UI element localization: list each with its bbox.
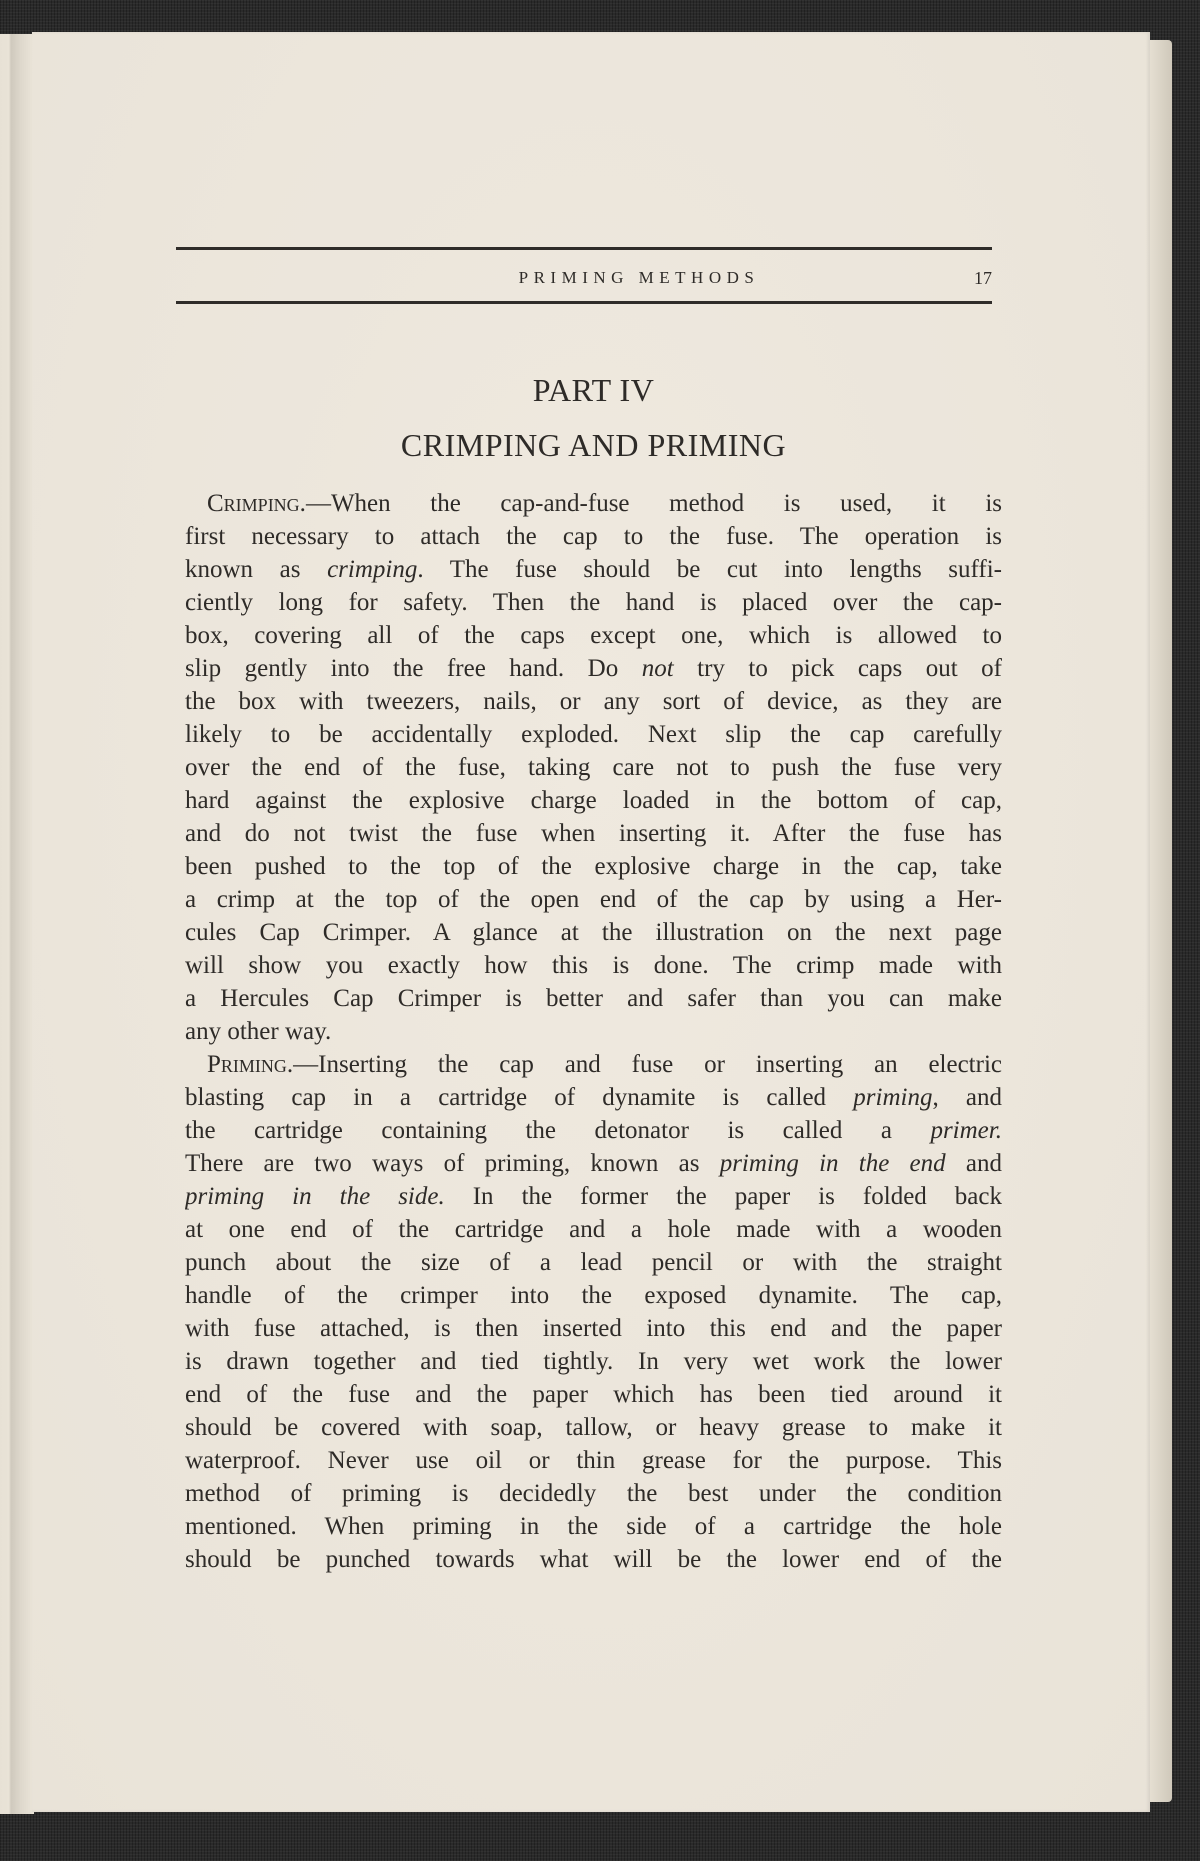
running-head-title: PRIMING METHODS — [518, 268, 760, 287]
text-line — [185, 883, 1002, 916]
text-run: should be punched towards what will be the lower end of the — [185, 1546, 1002, 1573]
text-line — [185, 586, 1002, 619]
text-run: is drawn together and tied tightly. In very wet work the lower — [185, 1348, 1002, 1375]
text-run: a crimp at the top of the open end of the cap by using a Her- — [185, 886, 1002, 913]
text-run: waterproof. Never use oil or thin grease for the purpose. This — [185, 1447, 1002, 1474]
text-run: over the end of the fuse, taking care not to push the fuse very — [185, 754, 1002, 781]
text-line — [185, 553, 1002, 586]
text-run: There are two ways of priming, known as — [185, 1150, 720, 1177]
text-run: any other way. — [185, 1018, 332, 1045]
text-line — [185, 751, 1002, 784]
text-line — [185, 1312, 1002, 1345]
part-title: PART IV — [532, 372, 655, 408]
text-run: and — [945, 1150, 1002, 1177]
text-line — [185, 784, 1002, 817]
text-line — [185, 1114, 1002, 1147]
text-line — [185, 850, 1002, 883]
italic-term: priming in the side. — [185, 1183, 445, 1210]
text-line — [185, 1477, 1002, 1510]
text-run: blasting cap in a cartridge of dynamite is called — [185, 1084, 854, 1111]
text-line — [185, 949, 1002, 982]
text-run: end of the fuse and the paper which has been tied around it — [185, 1381, 1002, 1408]
text-run: box, covering all of the caps except one, which is allowed to — [185, 622, 1002, 649]
run-in-heading: Priming. — [207, 1051, 294, 1078]
text-run: first necessary to attach the cap to the fuse. The operation is — [185, 523, 1002, 550]
text-line — [185, 619, 1002, 652]
page-number: 17 — [974, 268, 992, 288]
text-run: mentioned. When priming in the side of a cartridge the hole — [185, 1513, 1002, 1540]
text-run: —Inserting the cap and fuse or inserting an electric — [293, 1051, 1002, 1078]
italic-term: crimping — [327, 556, 418, 583]
chapter-title: CRIMPING AND PRIMING — [400, 427, 787, 463]
run-in-heading: Crimping. — [207, 490, 306, 517]
italic-term: priming — [853, 1084, 933, 1111]
text-run: In the former the paper is folded back — [444, 1183, 1002, 1210]
text-run: and do not twist the fuse when inserting it. After the fuse has — [185, 820, 1002, 847]
text-run: should be covered with soap, tallow, or heavy grease to make it — [185, 1414, 1002, 1441]
text-line — [185, 916, 1002, 949]
text-run: slip gently into the free hand. Do — [185, 655, 642, 682]
text-line — [185, 1411, 1002, 1444]
text-line — [185, 1378, 1002, 1411]
book-page — [32, 32, 1150, 1812]
text-run: hard against the explosive charge loaded in the bottom of cap, — [185, 787, 1002, 814]
text-run: with fuse attached, is then inserted into this end and the paper — [185, 1315, 1002, 1342]
text-line — [185, 1081, 1002, 1114]
text-run: known as — [185, 556, 328, 583]
text-line — [185, 1543, 1002, 1576]
text-line — [185, 817, 1002, 850]
paragraph — [185, 1048, 1002, 1576]
italic-term: priming in the end — [719, 1150, 946, 1177]
text-run: the box with tweezers, nails, or any sort of device, as they are — [185, 688, 1002, 715]
text-line — [185, 1246, 1002, 1279]
italic-term: not — [641, 655, 674, 682]
text-run: the cartridge containing the detonator is called a — [185, 1117, 931, 1144]
text-line — [185, 1015, 1002, 1048]
text-run: will show you exactly how this is done. The crimp made with — [185, 952, 1002, 979]
text-run: punch about the size of a lead pencil or with the straight — [185, 1249, 1002, 1276]
text-line — [185, 1048, 1002, 1081]
paragraph — [185, 487, 1002, 1048]
text-line — [185, 652, 1002, 685]
text-line — [185, 1444, 1002, 1477]
text-run: method of priming is decidedly the best under the condition — [185, 1480, 1002, 1507]
text-run: cules Cap Crimper. A glance at the illustration on the next page — [185, 919, 1002, 946]
text-line — [185, 1213, 1002, 1246]
text-run: , and — [932, 1084, 1002, 1111]
body-text — [185, 487, 1002, 1576]
header-rule-bottom — [176, 301, 992, 304]
facing-page-edge — [0, 34, 34, 1814]
text-run: —When the cap-and-fuse method is used, it is — [305, 490, 1002, 517]
text-run: handle of the crimper into the exposed dynamite. The cap, — [185, 1282, 1002, 1309]
text-run: try to pick caps out of — [673, 655, 1002, 682]
text-line — [185, 1345, 1002, 1378]
text-run: a Hercules Cap Crimper is better and safer than you can make — [185, 985, 1002, 1012]
text-line — [185, 520, 1002, 553]
text-run: at one end of the cartridge and a hole made with a wooden — [185, 1216, 1002, 1243]
running-head — [176, 266, 992, 290]
text-run: been pushed to the top of the explosive charge in the cap, take — [185, 853, 1002, 880]
text-run: . The fuse should be cut into lengths suffi- — [417, 556, 1002, 583]
text-line — [185, 685, 1002, 718]
header-rule-top — [176, 247, 992, 250]
italic-term: primer. — [930, 1117, 1002, 1144]
text-line — [185, 1180, 1002, 1213]
text-line — [185, 487, 1002, 520]
text-run: likely to be accidentally exploded. Next slip the cap carefully — [185, 721, 1002, 748]
text-line — [185, 982, 1002, 1015]
text-line — [185, 1510, 1002, 1543]
text-line — [185, 1279, 1002, 1312]
text-line — [185, 1147, 1002, 1180]
text-run: ciently long for safety. Then the hand is placed over the cap- — [185, 589, 1002, 616]
text-line — [185, 718, 1002, 751]
